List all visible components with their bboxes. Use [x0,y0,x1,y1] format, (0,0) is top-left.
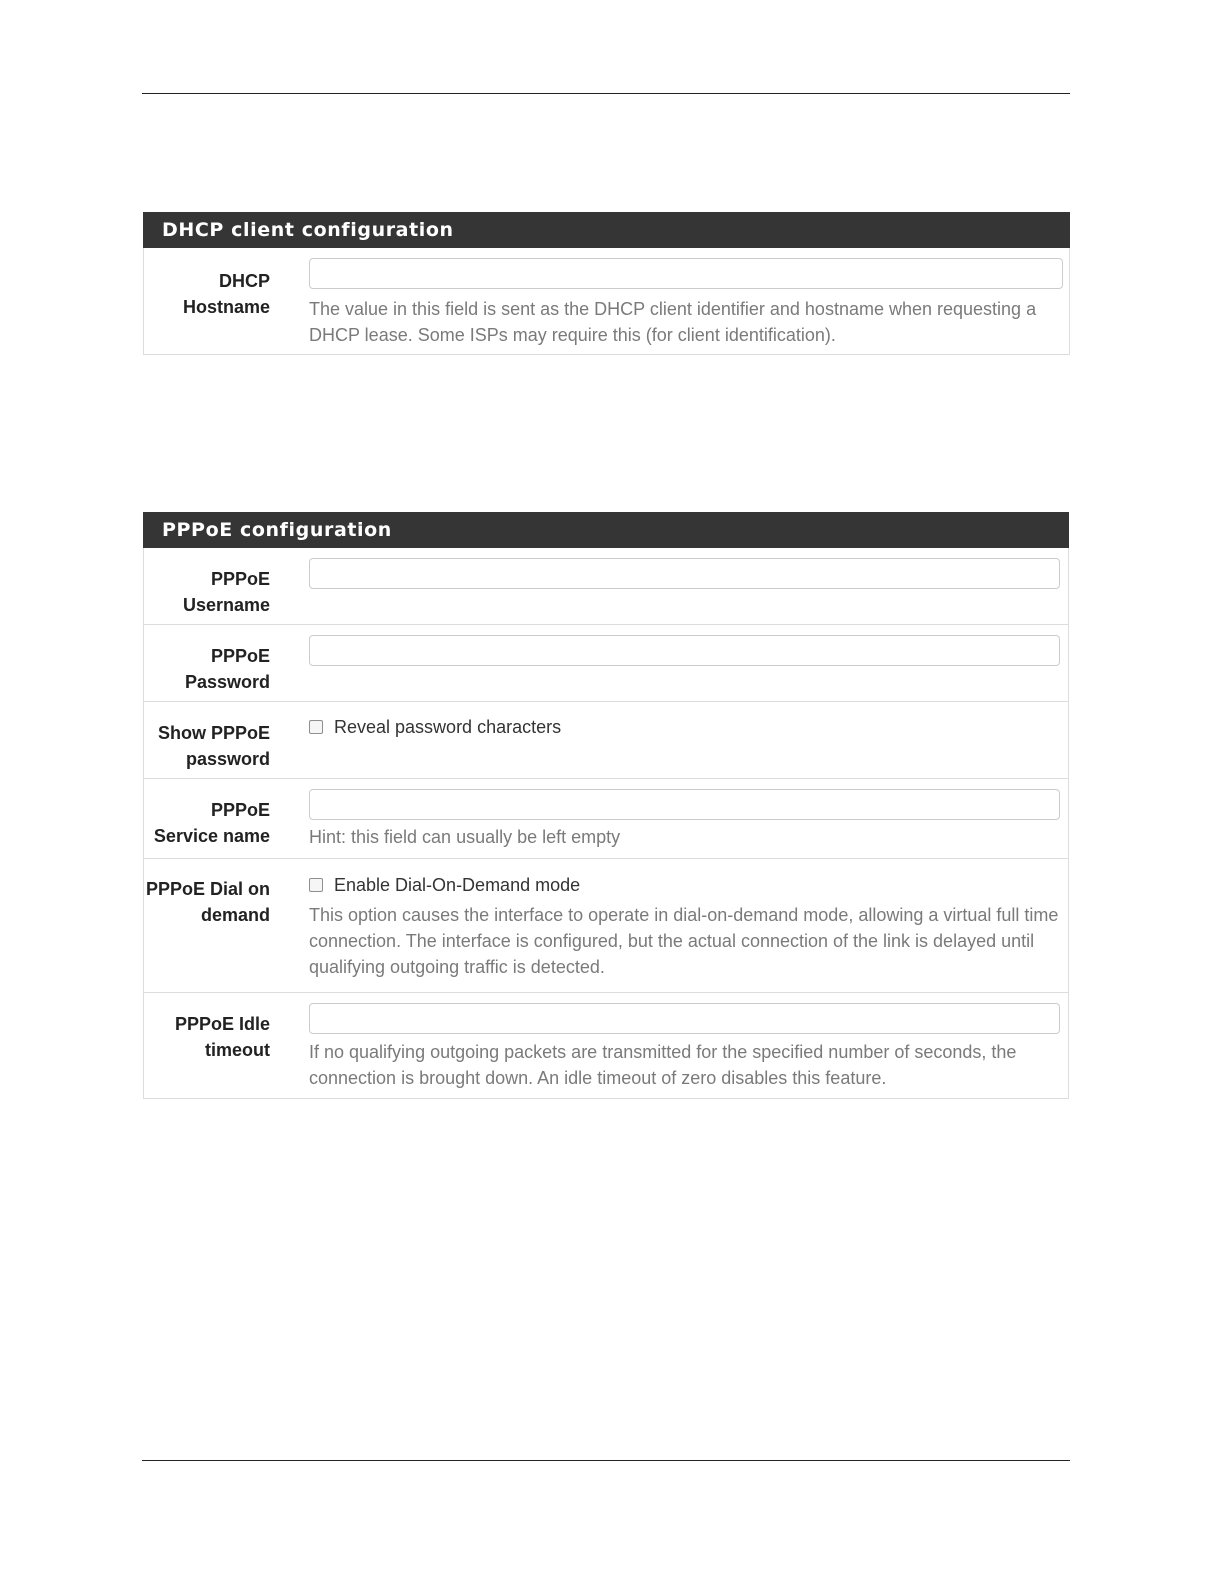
pppoe-dial-on-demand-label-line1: PPPoE Dial on [145,879,270,899]
pppoe-idle-timeout-input[interactable] [309,1003,1060,1034]
pppoe-show-password-label-line1: Show PPPoE [157,723,270,743]
pppoe-idle-timeout-label-line2: timeout [205,1040,270,1060]
pppoe-username-label-line2: Username [182,595,270,615]
dhcp-panel-body [143,248,1070,355]
pppoe-idle-timeout-label [144,1011,270,1063]
dhcp-hostname-label-line2: Hostname [182,297,270,317]
page-header-rule [142,93,1070,94]
pppoe-service-name-label-line2: Service name [153,826,270,846]
pppoe-idle-timeout-field [309,1003,1060,1091]
dial-on-demand-help: This option causes the interface to operate in dial-on-demand mode, allowing a virtual full time connection. The interface is configured, but the actual connection of the link is delayed until qualifying outgoing traffic is detected. [309,905,1059,977]
pppoe-show-password-label [144,720,270,772]
pppoe-dial-on-demand-label-line2: demand [200,905,270,925]
pppoe-panel-body [143,548,1069,1099]
dial-on-demand-checkbox[interactable] [309,878,323,892]
pppoe-service-name-label [144,797,270,849]
pppoe-dial-on-demand-field [309,872,1060,980]
dhcp-hostname-label-line1: DHCP [218,271,270,291]
dhcp-client-config-panel [143,212,1070,355]
pppoe-password-input[interactable] [309,635,1060,666]
pppoe-dial-on-demand-row [144,859,1068,993]
pppoe-service-name-help: Hint: this field can usually be left empty [309,827,621,847]
dhcp-hostname-field [309,258,1063,348]
pppoe-password-label-line2: Password [184,672,270,692]
pppoe-password-row [144,625,1068,702]
dhcp-hostname-label [144,268,270,320]
pppoe-config-panel [143,512,1069,1099]
pppoe-show-password-field [309,714,1060,740]
pppoe-password-field [309,635,1060,666]
dial-on-demand-option[interactable] [309,872,1060,898]
pppoe-dial-on-demand-label [144,876,270,928]
pppoe-idle-timeout-help: If no qualifying outgoing packets are transmitted for the specified number of seconds, the connection is brought down. An idle timeout of zero disables this feature. [309,1042,1017,1088]
reveal-password-option[interactable] [309,714,1060,740]
pppoe-username-input[interactable] [309,558,1060,589]
pppoe-service-name-label-line1: PPPoE [210,800,270,820]
reveal-password-checkbox[interactable] [309,720,323,734]
pppoe-username-label [144,566,270,618]
pppoe-idle-timeout-row [144,993,1068,1099]
pppoe-idle-timeout-label-line1: PPPoE Idle [174,1014,270,1034]
pppoe-password-label-line1: PPPoE [210,646,270,666]
pppoe-username-label-line1: PPPoE [210,569,270,589]
pppoe-show-password-row [144,702,1068,779]
pppoe-show-password-label-line2: password [185,749,270,769]
dhcp-panel-title: DHCP client configuration [143,212,1070,248]
dial-on-demand-label: Enable Dial-On-Demand mode [334,875,581,895]
page-footer-rule [142,1460,1070,1461]
dhcp-hostname-row [144,248,1069,355]
pppoe-service-name-input[interactable] [309,789,1060,820]
pppoe-username-row [144,548,1068,625]
pppoe-panel-title: PPPoE configuration [143,512,1069,548]
reveal-password-label: Reveal password characters [334,717,562,737]
dhcp-hostname-help: The value in this field is sent as the DHCP client identifier and hostname when requesting a DHCP lease. Some ISPs may require this (for client identification). [309,299,1037,345]
dhcp-hostname-input[interactable] [309,258,1063,289]
pppoe-username-field [309,558,1060,589]
pppoe-service-name-row [144,779,1068,859]
pppoe-password-label [144,643,270,695]
pppoe-service-name-field [309,789,1060,850]
